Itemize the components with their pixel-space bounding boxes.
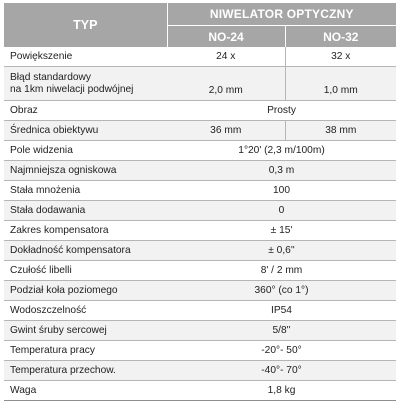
- row-label-line: Obraz: [10, 104, 38, 116]
- table-row: [4, 281, 396, 301]
- row-value-shared: 100: [167, 181, 396, 201]
- row-value-shared: 0: [167, 201, 396, 221]
- table-row: [4, 341, 396, 361]
- row-label-line: Gwint śruby sercowej: [10, 324, 107, 336]
- row-value-shared: -20°- 50°: [167, 341, 396, 361]
- row-label-line: Pole widzenia: [10, 144, 73, 156]
- table-row: [4, 141, 396, 161]
- row-label-line: Stała mnożenia: [10, 184, 81, 196]
- row-value-model-2: 32 x: [285, 47, 396, 67]
- row-label-line: Zakres kompensatora: [10, 224, 109, 236]
- table-row: [4, 47, 396, 67]
- row-label: [4, 381, 167, 401]
- row-value-shared: ± 15': [167, 221, 396, 241]
- row-label-line: na 1km niwelacji podwójnej: [10, 83, 134, 95]
- row-label: [4, 341, 167, 361]
- row-value-shared: 0,3 m: [167, 161, 396, 181]
- table-row: [4, 361, 396, 381]
- spec-table-header: [4, 3, 396, 47]
- row-value-model-2: 38 mm: [285, 121, 396, 141]
- row-label-line: Średnica obiektywu: [10, 124, 99, 136]
- row-label: [4, 361, 167, 381]
- table-row: [4, 161, 396, 181]
- row-value-shared: 1°20' (2,3 m/100m): [167, 141, 396, 161]
- row-label: [4, 161, 167, 181]
- row-label-line: Stała dodawania: [10, 204, 86, 216]
- row-label: [4, 121, 167, 141]
- row-label: [4, 67, 167, 101]
- row-label: [4, 261, 167, 281]
- table-row: [4, 181, 396, 201]
- row-label-line: Temperatura pracy: [10, 344, 95, 356]
- row-value-shared: 1,8 kg: [167, 381, 396, 401]
- spec-table-container: [4, 3, 396, 401]
- row-label: [4, 301, 167, 321]
- row-value-shared: ± 0,6'': [167, 241, 396, 261]
- header-model-1: NO-24: [167, 26, 285, 48]
- row-label-line: Waga: [10, 384, 37, 396]
- row-value-shared: 360° (co 1°): [167, 281, 396, 301]
- table-row: [4, 201, 396, 221]
- row-value-model-1: 24 x: [167, 47, 285, 67]
- header-group: NIWELATOR OPTYCZNY: [167, 3, 396, 26]
- row-label-line: Czułość libelli: [10, 264, 72, 276]
- table-row: [4, 101, 396, 121]
- header-model-2: NO-32: [285, 26, 396, 48]
- row-label: [4, 47, 167, 67]
- row-label: [4, 141, 167, 161]
- row-value-shared: -40°- 70°: [167, 361, 396, 381]
- table-row: [4, 261, 396, 281]
- row-value-model-2: 1,0 mm: [285, 67, 396, 101]
- row-label-line: Podział koła poziomego: [10, 284, 118, 296]
- row-value-shared: Prosty: [167, 101, 396, 121]
- row-label-line: Najmniejsza ogniskowa: [10, 164, 117, 176]
- spec-table-body: [4, 47, 396, 401]
- row-label: [4, 201, 167, 221]
- row-label-line: Powiększenie: [10, 50, 73, 62]
- header-type: TYP: [4, 3, 167, 47]
- row-label-line: Dokładność kompensatora: [10, 244, 131, 256]
- row-label: [4, 281, 167, 301]
- row-label: [4, 181, 167, 201]
- row-label: [4, 241, 167, 261]
- row-value-shared: IP54: [167, 301, 396, 321]
- table-row: [4, 241, 396, 261]
- row-label: [4, 221, 167, 241]
- row-value-model-1: 36 mm: [167, 121, 285, 141]
- row-label: [4, 321, 167, 341]
- table-row: [4, 67, 396, 101]
- spec-table: [4, 3, 396, 401]
- row-label: [4, 101, 167, 121]
- row-value-model-1: 2,0 mm: [167, 67, 285, 101]
- table-row: [4, 381, 396, 401]
- row-value-shared: 5/8'': [167, 321, 396, 341]
- row-label-line: Wodoszczelność: [10, 304, 87, 316]
- row-label-line: Błąd standardowy: [10, 71, 91, 83]
- table-row: [4, 321, 396, 341]
- row-value-shared: 8' / 2 mm: [167, 261, 396, 281]
- row-label-line: Temperatura przechow.: [10, 364, 116, 376]
- table-row: [4, 221, 396, 241]
- table-row: [4, 301, 396, 321]
- table-row: [4, 121, 396, 141]
